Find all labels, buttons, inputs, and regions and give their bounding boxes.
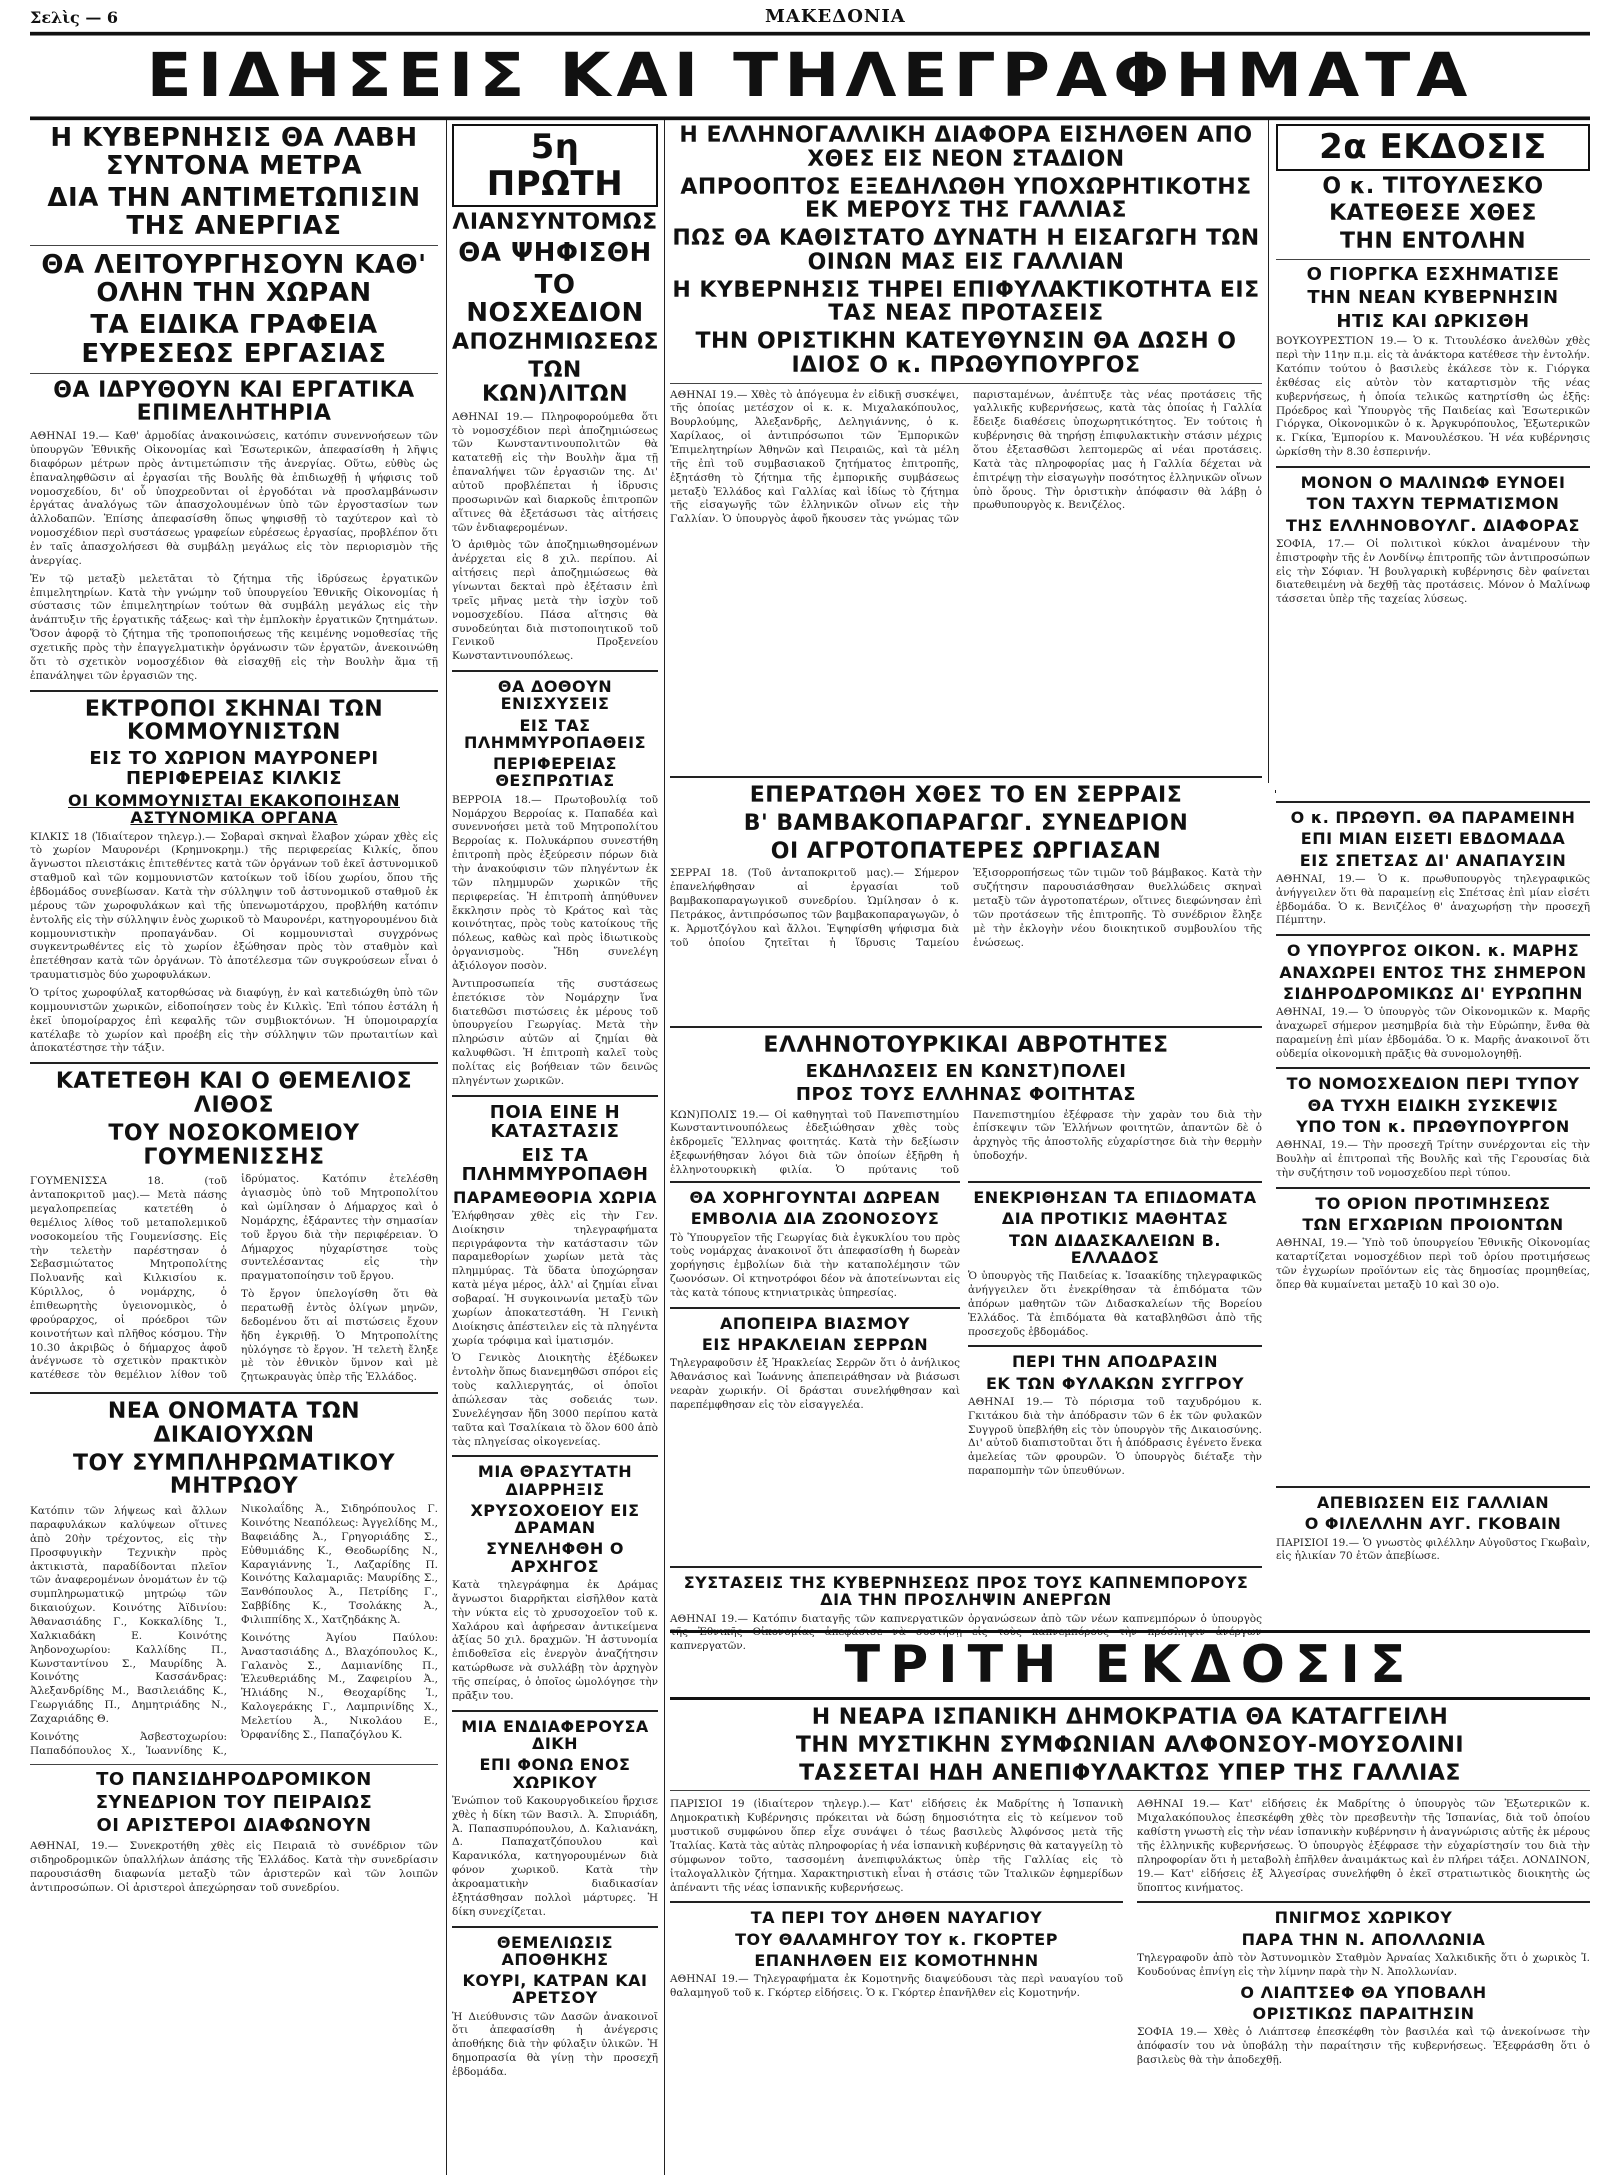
headline: ΛΙΑΝΣΥΝΤΟΜΩΣ [452,210,658,236]
headline: ΤΟΥ ΝΟΣΟΚΟΜΕΙΟΥ ΓΟΥΜΕΝΙΣΣΗΣ [108,1120,360,1170]
headline-part: ΣΥΣΤΑΣΕΙΣ ΤΗΣ ΚΥΒΕΡΝΗΣΕΩΣ [683,1573,971,1592]
article-text: ΣΟΦΙΑ 19.— Χθὲς ὁ Λιάπτσεφ ἐπεσκέφθη τὸν βασιλέα καὶ τῷ ἀνεκοίνωσε τὴν ἀπόφασίν του νὰ ὑποβάλῃ τὴν παραίτησιν τῆς κυβερνήσεως. Ἐξεφράσθη ὅτι ὁ βασιλεὺς θὰ τὴν ἀποδεχθῇ. [1137,2026,1590,2066]
divider [968,1181,1262,1183]
divider [452,670,658,672]
headline: Ο ΓΙΟΡΓΚΑ ΕΣΧΗΜΑΤΙΣΕ [1306,263,1560,285]
column-3-istanbul [670,1020,1262,1177]
article-text: Ἡ Διεύθυνσις τῶν Δασῶν ἀνακοινοῖ ὅτι ἀπεφασίσθη ἡ ἀνέγερσις ἀποθήκης διὰ τὴν φύλαξιν ὑλικῶν. Ἡ δημοπρασία θὰ γίνῃ τὴν προσεχῆ ἑβδομάδα. [452,2010,658,2079]
headline: ΤΗΝ ΜΥΣΤΙΚΗΝ ΣΥΜΦΩΝΙΑΝ ΑΛΦΟΝΣΟΥ-ΜΟΥΣΟΛΙΝΙ [795,1732,1465,1758]
article-text: ΑΘΗΝΑΙ, 19.— Ὁ ὑπουργὸς τῶν Οἰκονομικῶν κ. Μαρῆς ἀναχωρεῖ σήμερον μεσημβρία διὰ τὴν Εὐρώπην, ἔνθα θὰ παραμείνῃ ἐπὶ μίαν ἑβδομάδα. Ὁ κ. Μαρῆς ἀνακοινοῖ ὅτι οὐδεμία οἰκονομικὴ πρᾶξις θὰ συνομολογηθῇ. [1276,1006,1590,1060]
article-text: ΣΟΦΙΑ, 17.— Οἱ πολιτικοὶ κύκλοι ἀναμένουν τὴν ἐπιστροφὴν τῆς ἐν Λονδίνῳ ἐπιτροπῆς τῶν ἀντιπροσώπων εἰς τὴν Σόφιαν. Ἡ βουλγαρικὴ κυβέρνησις δὲν φαίνεται διατεθειμένη νὰ δεχθῇ τὰς προτάσεις. Μόνον ὁ Μαλίνωφ τάσσεται ὑπὲρ τῆς ταχείας λύσεως. [1276,537,1590,606]
divider [670,1026,1262,1028]
headline: ΤΟ ΝΟΣΧΕΔΙΟΝ [466,270,644,329]
headline: Β' ΒΑΜΒΑΚΟΠΑΡΑΓΩΓ. ΣΥΝΕΔΡΙΟΝ [743,810,1189,836]
article-text: ΑΘΗΝΑΙ, 19.— Τὴν προσεχῆ Τρίτην συνέρχονται εἰς τὴν Βουλὴν αἱ ἐπιτροπαὶ τῆς Βουλῆς καὶ τῆς Γερουσίας διὰ τὴν συζήτησιν τοῦ νομοσχεδίου περὶ τύπου. [1276,1139,1590,1179]
headline: ΤΩΝ ΚΩΝ)ΛΙΤΩΝ [481,358,629,407]
headline: ΕΚΔΗΛΩΣΕΙΣ ΕΝ ΚΩΝΣΤ)ΠΟΛΕΙ [805,1060,1127,1082]
third-edition-title: ΤΡΙΤΗ ΕΚΔΟΣΙΣ [844,1635,1416,1695]
article-text: Ἐν τῷ μεταξὺ μελετᾶται τὸ ζήτημα τῆς ἱδρύσεως ἐργατικῶν ἐπιμελητηρίων. Κατὰ τὴν γνώμην τοῦ ὑπουργείου Ἐθνικῆς Οἰκονομίας ἡ σύστασις τῶν ἐπιμελητηρίων τούτων θὰ συμβάλῃ μεγάλως εἰς τὴν ἀνάπτυξιν τῆς ἐργατικῆς τάξεως· καὶ τὴν ἐμπλοκὴν ἐργατικῶν ζητημάτων. Ὅσον ἀφορᾷ τὸ ζήτημα τῆς τροποποιήσεως τῆς κειμένης νομοθεσίας τῆς σχετικῆς πρὸς τὴν ἐπαγγελματικὴν ὀργάνωσιν τῶν ἐργατῶν, ἀνεκοινώθη ὅτι τὸ σχετικὸν νομοσχέδιον θὰ εἰσαχθῇ εἰς τὴν Βουλὴν ἅμα τῇ ἐπανάληψει τῶν ἐργασιῶν της. [30,572,438,682]
headline: ΤΟ ΠΑΝΣΙΔΗΡΟΔΡΟΜΙΚΟΝ [96,1768,372,1790]
headline: Η ΕΛΛΗΝΟΓΑΛΛΙΚΗ ΔΙΑΦΟΡΑ ΕΙΣΗΛΘΕΝ ΑΠΟ ΧΘΕΣ ΕΙΣ ΝΕΟΝ ΣΤΑΔΙΟΝ [679,123,1253,172]
article-text: Ὁ ἀριθμὸς τῶν ἀποζημιωθησομένων ἀνέρχεται εἰς 8 χιλ. περίπου. Αἱ αἰτήσεις περὶ ἀποζημιώσεως θὰ γίνωνται δεκταὶ πρὸ ἐξέτασιν ἐπὶ τρεῖς μῆνας μετὰ τὴν ἰσχὺν τοῦ νομοσχεδίου. Πάσα αἴτησις θὰ συνοδεύηται διὰ πιστοποιητικοῦ τοῦ Γενικοῦ Προξενείου Κωνσταντινουπόλεως. [452,539,658,663]
article-text: ΒΟΥΚΟΥΡΕΣΤΙΟΝ 19.— Ὁ κ. Τιτουλέσκο ἀνελθὼν χθὲς περὶ τὴν 11ην π.μ. εἰς τὰ ἀνάκτορα κατέθεσε τὴν ἐντολήν. Κατόπιν τούτου ὁ βασιλεὺς ἐκάλεσε τὸν κ. Γιόργκα ἐκθέσας εἰς αὐτὸν τὸν καταρτισμὸν τῆς νέας κυβερνήσεως, ἡ ὁποία τελικῶς κατηρτίσθη ὡς ἑξῆς: Πρόεδρος καὶ Ὑπουργὸς τῆς Παιδείας καὶ Ἐσωτερικῶν Γιόργκα, Οἰκονομικῶν ὁ κ. Ἀργκυρόπουλος, Ἐξωτερικῶν κ. Γκίκα, Ἐμπορίου κ. Μανουλέσκου. Ἡ νέα κυβέρνησις ὡρκίσθη τὴν 8.30 ἑσπερινήν. [1276,335,1590,459]
column-divider [446,120,447,2175]
article-text: Ἐνώπιον τοῦ Κακουργοδικείου ἤρχισε χθὲς ἡ δίκη τῶν Βασιλ. Ἀ. Σπυριάδη, Ἀ. Παπασπυρόπουλου, Δ. Καλιανάκη, Δ. Παπαχατζόπουλου καὶ Καρανικόλα, κατηγορουμένων διὰ φόνον χωρικοῦ. Κατὰ τὴν ἀκροαματικὴν διαδικασίαν ἐξητάσθησαν πολλοὶ μάρτυρες. Ἡ δίκη συνεχίζεται. [452,1794,658,1918]
headline: ΤΟ ΝΟΜΟΣΧΕΔΙΟΝ ΠΕΡΙ ΤΥΠΟΥ [1286,1074,1580,1094]
headline: Ο κ. ΠΡΩΘΥΠ. ΘΑ ΠΑΡΑΜΕΙΝΗ [1290,808,1576,827]
article-text: ΑΘΗΝΑΙ 19.— Τηλεγραφήματα ἐκ Κομοτηνῆς διαψεύδουσι τὰς περὶ ναυαγίου τοῦ θαλαμηγοῦ τοῦ κ. Γκόρτερ εἰδήσεις. Ὁ κ. Γκόρτερ ἐπανῆλθεν εἰς Κομοτηνήν. [670,1973,1123,2000]
third-edition [670,1630,1590,2175]
headline: ΤΑΣΣΕΤΑΙ ΗΔΗ ΑΝΕΠΙΦΥΛΑΚΤΩΣ ΥΠΕΡ ΤΗΣ ΓΑΛΛΙΑΣ [799,1760,1461,1786]
page-number: Σελὶς — 6 [30,8,119,27]
article-text: ΑΘΗΝΑΙ, 19.— Ὁ κ. πρωθυπουργὸς τηλεγραφικῶς ἀνήγγειλεν ὅτι θὰ παραμείνῃ εἰς Σπέτσας ἐπὶ μίαν εἰσέτι ἑβδομάδα. Ὁ κ. Βενιζέλος θ' ἀναχωρήσῃ τὴν προσεχῆ Πέμπτην. [1276,872,1590,927]
column-3b [968,1175,1262,1555]
headline: ΔΙΑ ΠΡΟΤΙΚΙΣ ΜΑΘΗΤΑΣ [1001,1209,1229,1229]
divider [670,1790,1590,1791]
headline: ΤΟΥ ΣΥΜΠΛΗΡΩΜΑΤΙΚΟΥ ΜΗΤΡΩΟΥ [72,1450,396,1500]
article-text: Κατόπιν τῶν λήψεως καὶ ἄλλων παραφυλάκων καλύψεων οἵτινες ἀπὸ 20ὴν τρέχοντος, εἰς τὴν Προσφυγικὴν Τεχνικὴν πρὸς ἀκτικιστὰ, παραδίδονται πλεῖον τῶν ἀναφερομένων ὀνομάτων ἐν τῷ συμπληρωματικῷ μητρώῳ τῶν δικαιούχων. Κοινότης Ἀϊδινίου: Ἀθανασιάδης Γ., Κοκκαλίδης Ἰ., Χαλκιαδάκη Ε. Κοινότης Ἀηδονοχωρίου: Καλλίδης Π., Κωνσταντίνου Σ., Μαυρίδης Ἀ. Κοινότης Κασσάνδρας: Ἀλεξανδρίδης Μ., Βασιλειάδης Κ., Γεωργιάδης Π., Δημητριάδης Ν., Ζαχαριάδης Θ. [30,1505,227,1726]
article-text: Ὁ Γενικὸς Διοικητὴς ἐξέδωκεν ἐντολὴν ὅπως διανεμηθῶσι σπόροι εἰς τοὺς καλλιεργητάς, οἱ ὁποῖοι ἀπώλεσαν τὰς σοδειάς των. Συνελέγησαν ἤδη 3000 περίπου κατὰ ταῦτα καὶ Τσαλίκαια τὸ ὅλον 600 ἀπὸ τὰς πληγείσας οἰκογενείας. [452,1352,658,1448]
column-1 [30,120,438,2175]
article-text: ΑΘΗΝΑΙ 19.— Τὸ πόρισμα τοῦ ταχυδρόμου κ. Γκιτάκου διὰ τὴν ἀπόδρασιν τῶν 6 ἐκ τῶν φυλακῶν Συγγροῦ ὑπεβλήθη εἰς τὸν ὑπουργὸν τῆς Δικαιοσύνης. Δι' αὐτοῦ διαπιστοῦται ὅτι ἡ ἀπόδρασις ἐγένετο ἕνεκα ἀμελείας τῶν φρουρῶν. Ὁ ὑπουργὸς διέταξε τὴν παραπομπὴν τῶν ὑπευθύνων. [968,1395,1262,1478]
article-text: ΑΘΗΝΑΙ 19.— Κατ' εἰδήσεις ἐκ Μαδρίτης ὁ ὑπουργὸς τῶν Ἐξωτερικῶν κ. Μιχαλακόπουλος ἐπεσκέφθη χθὲς τὸν πρεσβευτὴν τῆς Ἱσπανίας, διὰ τοῦ ὁποίου καθίστη γνωστὴ εἰς τὴν νέαν ἱσπανικὴν κυβέρνησιν ἡ ἀναγνώρισις αὐτῆς ἐκ μέρους τῆς ἑλληνικῆς κυβερνήσεως. Ὁ ὑπουργὸς ἐξέφρασε τὴν εὐχαρίστησίν του διὰ τὴν πληροφορίαν ὅτι ἡ μεταβολὴ ἐπῆλθεν ἀναιμάκτως καὶ ἐν πλήρει τάξει. ΛΟΝΔΙΝΟΝ, 19.— Κατ' εἰδήσεις ἐξ Ἀλγεσίρας συνελήφθη ὁ ἐκεῖ στρατιωτικὸς διοικητὴς ὡς ὕποπτος κινήματος. [1137,1798,1590,1894]
headline: ΤΟΝ ΤΑΧΥΝ ΤΕΡΜΑΤΙΣΜΟΝ [1306,494,1560,514]
headline: ΑΝΑΧΩΡΕΙ ΕΝΤΟΣ ΤΗΣ ΣΗΜΕΡΟΝ [1279,962,1587,982]
divider [30,373,438,374]
headline: ΜΙΑ ΕΝΔΙΑΦΕΡΟΥΣΑ ΔΙΚΗ [461,1716,649,1753]
edition-label: 5η ΠΡΩΤΗ [452,124,658,207]
headline: ΕΠΕΡΑΤΩΘΗ ΧΘΕΣ ΤΟ ΕΝ ΣΕΡΡΑΙΣ [749,783,1183,808]
top-line [30,6,1570,32]
headline: ΕΚΤΡΟΠΟΙ ΣΚΗΝΑΙ ΤΩΝ ΚΟΜΜΟΥΝΙΣΤΩΝ [84,696,384,746]
headline: ΟΙ ΑΓΡΟΤΟΠΑΤΕΡΕΣ ΩΡΓΙΑΣΑΝ [770,838,1162,864]
article-text: ΠΑΡΙΣΙΟΙ 19.— Ὁ γνωστὸς φιλέλλην Αὐγοῦστος Γκωβαὶν, εἰς ἡλικίαν 70 ἐτῶν ἀπεβίωσε. [1276,1536,1590,1563]
headline: ΕΝΕΚΡΙΘΗΣΑΝ ΤΑ ΕΠΙΔΟΜΑΤΑ [973,1188,1257,1207]
headline: ΠΟΙΑ ΕΙΝΕ Η ΚΑΤΑΣΤΑΣΙΣ [489,1101,621,1143]
headline: ΕΠΙ ΜΙΑΝ ΕΙΣΕΤΙ ΕΒΔΟΜΑΔΑ [1300,829,1566,849]
divider [30,245,438,246]
headline: ΕΙΣ ΤΑ ΠΛΗΜΜΥΡΟΠΑΘΗ [461,1144,649,1186]
headline: ΕΙΣ ΤΑΣ ΠΛΗΜΜΥΡΟΠΑΘΕΙΣ [463,715,647,752]
divider [452,1455,658,1457]
article-text: Ἀντιπροσωπεία τῆς συστάσεως ἐπετόκισε τὸν Νομάρχην ἵνα διατεθῶσι πιστώσεις ἐκ μέρους τοῦ ὑπουργείου Γεωργίας. Μετὰ τὴν πληρώσιν αὐτῶν αἱ ζημίαι θὰ καλυφθῶσι. Ἡ ἐπιτροπὴ καλεῖ τοὺς πολίτας εἰς βοήθειαν τῶν δεινῶς πληγέντων χωρικῶν. [452,977,658,1087]
article-text: Τὸ ἔργον ὑπελογίσθη ὅτι θὰ περατωθῇ ἐντὸς ὀλίγων μηνῶν, δεδομένου ὅτι αἱ πιστώσεις ἔχουν ἤδη ἐγκριθῇ. Ὁ Μητροπολίτης ηὐλόγησε τὸ ἔργον. Ἡ τελετὴ ἔληξε μὲ τὸν ἐθνικὸν ὕμνον καὶ μὲ ζητωκραυγὰς ὑπὲρ τῆς Ἑλλάδος. [241,1288,438,1384]
column-3-kapnos [670,1560,1262,1653]
article-text: Τὸ Ὑπουργεῖον τῆς Γεωργίας διὰ ἐγκυκλίου του πρὸς τοὺς νομάρχας ἀνακοινοῖ ὅτι ἀπεφασίσθη ἡ δωρεὰν χορήγησις ἐμβολίων διὰ τὴν καταπολέμησιν τῶν ζωονόσων. Οἱ κτηνοτρόφοι δέον νὰ ἀποτείνωνται εἰς τὰς κατὰ τόπους κτηνιατρικὰς ὑπηρεσίας. [670,1231,960,1299]
divider [452,1710,658,1712]
headline: ΑΠΡΟΟΠΤΟΣ ΕΞΕΔΗΛΩΘΗ ΥΠΟΧΩΡΗΤΙΚΟΤΗΣ ΕΚ ΜΕΡΟΥΣ ΤΗΣ ΓΑΛΛΙΑΣ [680,174,1252,224]
column-4-extra [1276,1480,1590,1590]
headline: Ο ΛΙΑΠΤΣΕΦ ΘΑ ΥΠΟΒΑΛΗ [1240,1982,1487,2002]
headline-part: ΠΡΟΣ ΤΟΥΣ ΚΑΠΝΕΜΠΟΡΟΥΣ [976,1573,1249,1592]
divider [1276,259,1590,260]
headline: ΤΑ ΕΙΔΙΚΑ ΓΡΑΦΕΙΑ ΕΥΡΕΣΕΩΣ ΕΡΓΑΣΙΑΣ [81,310,387,369]
divider [30,1392,438,1394]
headline: ΑΠΟΖΗΜΙΩΣΕΩΣ [452,330,660,356]
article-text: ΑΘΗΝΑΙ, 19.— Συνεκροτήθη χθὲς εἰς Πειραιᾶ τὸ συνέδριον τῶν σιδηροδρομικῶν ὑπαλλήλων ἀπάσης τῆς Ἑλλάδος. Κατὰ τὴν συνεδρίασιν παρουσιάσθη διαφωνία μεταξὺ τῶν ἀριστερῶν καὶ τῶν λοιπῶν ἀντιπροσώπων. Οἱ ἀριστεροὶ ἀπεχώρησαν τοῦ συνεδρίου. [30,1839,438,1894]
article-text: ΑΘΗΝΑΙ 19.— Καθ' ἁρμοδίας ἀνακοινώσεις, κατόπιν συνεννοήσεων τῶν ὑπουργῶν Ἐθνικῆς Οἰκονομίας καὶ Ἐσωτερικῶν, ἀπεφασίσθη ἡ λῆψις διαφόρων μέτρων πρὸς ἀντιμετώπισιν τῆς ἀνεργίας. Οὕτω, εὐθὺς ὡς ἐπαναληφθῶσιν αἱ ἐργασίαι τῆς Βουλῆς θὰ ἐπιδιωχθῇ ἡ ψήφισις τοῦ νομοσχεδίου, δι' οὗ ὑποχρεοῦνται οἱ ἐργοδόται νὰ προσλαμβάνωσιν ἐργάτας ἀναλόγως τῶν ἀπασχολουμένων ὑπὸ τῶν ἐργοστασίων των ἀλλοδαπῶν. Ἐπίσης ἀπεφασίσθη ὅπως ψηφισθῇ τὸ ταχύτερον καὶ τὸ νομοσχέδιον περὶ συστάσεως γραφείων εὑρέσεως ἐργασίας, προβλέπον ὅτι ἐν ταῖς ἀπασχολήσεσι θὰ συμβάλῃ μεγάλως εἰς τὸν περιορισμὸν τῆς ἀνεργίας. [30,430,438,567]
headline: ΕΙΣ ΣΠΕΤΣΑΣ ΔΙ' ΑΝΑΠΑΥΣΙΝ [1299,850,1567,870]
headline: ΚΑΤΕΤΕΘΗ ΚΑΙ Ο ΘΕΜΕΛΙΟΣ ΛΙΘΟΣ [55,1069,413,1118]
headline: ΚΑΤΕΘΕΣΕ ΧΘΕΣ [1329,201,1537,227]
section-masthead: ΕΙΔΗΣΕΙΣ ΚΑΙ ΤΗΛΕΓΡΑΦΗΜΑΤΑ [30,32,1590,120]
article-text: ΣΕΡΡΑΙ 18. (Τοῦ ἀνταποκριτοῦ μας).— Σήμερον ἐπανελήφθησαν αἱ ἐργασίαι τοῦ βαμβακοπαραγωγικοῦ συνεδρίου. Ὡμίλησαν ὁ κ. Πετράκος, ἀντιπρόσωπος τῶν βαμβακοπαραγωγῶν, ὁ κ. Ἀρμοτζόγλου καὶ ἄλλοι. Ἐψηφίσθη ψήφισμα διὰ τοῦ ὁποίου ζητεῖται ἡ ἵδρυσις Ταμείου Ἐξισορροπήσεως τῶν τιμῶν τοῦ βάμβακος. Κατὰ τὴν συζήτησιν παρουσιάσθησαν θυελλώδεις σκηναὶ μεταξὺ τῶν ἀγροτοπατέρων, οἵτινες διεφώνησαν ἐπὶ τῶν προτάσεων τῆς ἐπιτροπῆς. Τὸ συνέδριον ἔληξε μὲ τὴν ἐκλογὴν νέου διοικητικοῦ συμβουλίου τῆς ἑνώσεως. [670,867,1262,949]
divider [968,1345,1262,1347]
headline: ΕΠΙ ΦΟΝΩ ΕΝΟΣ ΧΩΡΙΚΟΥ [479,1755,631,1792]
divider [452,1095,658,1097]
divider [1276,1486,1590,1488]
headline: ΘΑ ΔΟΘΟΥΝ ΕΝΙΣΧΥΣΕΙΣ [497,677,613,714]
article-text: ΑΘΗΝΑΙ 19.— Χθὲς τὸ ἀπόγευμα ἐν εἰδικῇ συσκέψει, τῆς ὁποίας μετέσχον οἱ κ. κ. Μιχαλακόπουλος, Βουρλούμης, Ἀλεξανδρῆς, Δεληγιάννης, ὁ κ. Χαρίλαος, οἱ ἀντιπρόσωποι τῶν Ἐμπορικῶν Ἐπιμελητηρίων Ἀθηνῶν καὶ Πειραιῶς, καὶ τὰ μέλη τῆς ἐπὶ τοῦ συμβασιακοῦ ζητήματος ἐπιτροπῆς, ἐξητάσθη τὸ ζήτημα τῆς ἐμπορικῆς συμβάσεως μεταξὺ Ἑλλάδος καὶ Γαλλίας καὶ ἰδίως τὸ ζήτημα τῆς εἰσαγωγῆς τῶν ἑλληνικῶν οἴνων εἰς τὴν Γαλλίαν. Ὁ ὑπουργὸς ἀφοῦ ἤκουσεν τὰς γνώμας τῶν παρισταμένων, ἀνέπτυξε τὰς νέας προτάσεις τῆς γαλλικῆς κυβερνήσεως, κατὰ τὰς ὁποίας ἡ Γαλλία ἔδειξε διαθέσεις ὑποχωρητικότητος. Ἐν τούτοις ἡ κυβέρνησις θὰ τηρήσῃ ἐπιφυλακτικὴν στάσιν μέχρις ὅτου ἐξετασθῶσι λεπτομερῶς αἱ νέαι προτάσεις. Κατὰ τὰς πληροφορίας μας ἡ Γαλλία δέχεται νὰ ἐπιτρέψῃ τὴν εἰσαγωγὴν ποσότητος ἑλληνικῶν οἴνων ὑπὸ ὅρους. Τὴν ὁριστικὴν ἀπόφασιν θὰ λάβῃ ὁ πρωθυπουργὸς κ. Βενιζέλος. [670,388,1262,526]
article-text: ΚΙΛΚΙΣ 18 (Ἰδιαίτερον τηλεγρ.).— Σοβαραὶ σκηναὶ ἔλαβον χώραν χθὲς εἰς τὸ χωρίον Μαυρονέρι (Κρημνοκρημ.) τῆς περιφερείας Κιλκίς, ὅπου ἄγνωστοι πλειστάκις ἐπιτεθέντες κατὰ τῶν ὀργάνων τοῦ ἐκεῖ ἀστυνομικοῦ σταθμοῦ καὶ τῶν κομμουνιστῶν κατοίκων τοῦ ἰδίου χωρίου, ὅπου τῆς ἐβδομάδος συνεβίωσαν. Κατὰ τὴν σύλληψιν τοῦ ἀστυνομικοῦ σταθμοῦ ἐκ μέρους τῶν χωροφυλάκων καὶ τῆς ὑπενωμοτάρχου, προβλήθη κατόπιν ἐντολῆς εἰς τὴν σύλληψιν ἐνὸς χωρικοῦ τὸ Μαυρονέρι, κατηγορουμένου διὰ κομμουνιστικὴν προπαγάνδαν. Οἱ κομμουνισταὶ συγχρόνως συγκεντρωθέντες εἰς τὸ χωρίον ἐξώθησαν πρὸς τὸν σταθμὸν καὶ ἐπετέθησαν κατὰ τῶν ὀργάνων. Τὸ ἀποτέλεσμα τῶν συγκρούσεων εἶναι ὁ τραυματισμὸς δύο χωροφυλάκων. [30,830,438,982]
headline: ΤΟΥ ΘΑΛΑΜΗΓΟΥ ΤΟΥ κ. ΓΚΟΡΤΕΡ [735,1929,1058,1949]
divider [670,1901,1123,1903]
article-text: ΚΩΝ)ΠΟΛΙΣ 19.— Οἱ καθηγηταὶ τοῦ Πανεπιστημίου Κωνσταντινουπόλεως ἐδεξιώθησαν χθὲς τοὺς ἐκδρομεῖς Ἕλληνας φοιτητάς. Κατὰ τὴν δεξίωσιν ἐξεφωνήθησαν λόγοι διὰ τῶν ὁποίων ἐξῆρθη ἡ ἑλληνοτουρκικὴ φιλία. Ὁ πρύτανις τοῦ Πανεπιστημίου ἐξέφρασε τὴν χαρὰν του διὰ τὴν ἐπίσκεψιν τῶν Ἑλλήνων φοιτητῶν, ἀπαντῶν δὲ ὁ ἀρχηγὸς τῆς ἀποστολῆς εὐχαρίστησε διὰ τὴν θερμὴν ὑποδοχήν. [670,1108,1262,1177]
article-text: Τηλεγραφοῦσιν ἐξ Ἡρακλείας Σερρῶν ὅτι ὁ ἀνήλικος Ἀθανάσιος καὶ Ἰωάννης ἀπεπειράθησαν νὰ βιάσωσι νεαρὰν χωρικήν. Οἱ δράσται συνελήφθησαν καὶ παρεπέμφθησαν εἰς τὸν εἰσαγγελέα. [670,1357,960,1411]
headline: ΠΝΙΓΜΟΣ ΧΩΡΙΚΟΥ [1274,1908,1453,1928]
headline: ΕΙΣ ΗΡΑΚΛΕΙΑΝ ΣΕΡΡΩΝ [701,1335,929,1355]
headline: Ο κ. ΤΙΤΟΥΛΕΣΚΟ [1322,173,1544,199]
headline: ΠΑΡΑ ΤΗΝ Ν. ΑΠΟΛΛΩΝΙΑ [1241,1929,1486,1949]
headline: ΤΗΝ ΟΡΙΣΤΙΚΗΝ ΚΑΤΕΥΘΥΝΣΙΝ ΘΑ ΔΩΣΗ Ο ΙΔΙΟΣ Ο κ. ΠΡΩΘΥΠΟΥΡΓΟΣ [695,329,1237,378]
article-text: ΑΘΗΝΑΙ 19.— Πληροφορούμεθα ὅτι τὸ νομοσχέδιον περὶ ἀποζημιώσεως τῶν Κωνσταντινουπολιτῶν θὰ κατατεθῇ εἰς τὴν Βουλὴν ἅμα τῇ ἐπαναλήψει τῶν ἐργασιῶν της. Δι' αὐτοῦ προβλέπεται ἡ ἱδρυσις προσωρινῶν καὶ διαρκοῦς ἐπιτροπῶν αἵτινες θὰ ἐξετάσωσι τὰς αἰτήσεις τῶν ἐνδιαφερομένων. [452,410,658,534]
headline: ΣΥΝΕΔΡΙΟΝ ΤΟΥ ΠΕΙΡΑΙΩΣ [95,1792,373,1814]
headline: ΣΙΔΗΡΟΔΡΟΜΙΚΩΣ ΔΙ' ΕΥΡΩΠΗΝ [1283,983,1583,1003]
headline: ΤΩΝ ΔΙΔΑΣΚΑΛΕΙΩΝ Β. ΕΛΛΑΔΟΣ [1009,1230,1221,1267]
headline: ΟΡΙΣΤΙΚΩΣ ΠΑΡΑΙΤΗΣΙΝ [1252,2003,1475,2023]
divider [1276,934,1590,936]
article-text: ΓΟΥΜΕΝΙΣΣΑ 18. (τοῦ ἀνταποκριτοῦ μας).— Μετὰ πάσης μεγαλοπρεπείας κατετέθη ὁ θεμέλιος λίθος τοῦ μεταπολεμικοῦ νοσοκομείου τῆς Γουμενίσσης. Εἰς τὴν τελετὴν παρέστησαν ὁ Σεβασμιώτατος Μητροπολίτης Πολυανῆς καὶ Κιλκισίου κ. Κύριλλος, ὁ νομάρχης, ὁ ἐπιθεωρητὴς ὑγειονομικὸς, ὁ φρούραρχος, οἱ πρόεδροι τῶν κοινοτήτων καὶ πλῆθος κόσμου. Τὴν 10.30 ἀκριβῶς ὁ δήμαρχος ἀφοῦ ἀνέγνωσε τὸ σχετικὸν πρακτικὸν κατέθεσε τὸν θεμέλιον λίθον τοῦ ἱδρύματος. Κατόπιν ἐτελέσθη ἁγιασμὸς ὑπὸ τοῦ Μητροπολίτου καὶ ὡμίλησαν ὁ Δήμαρχος καὶ ὁ Νομάρχης, ἐξάραντες τὴν σημασίαν τοῦ ἔργου διὰ τὴν περιφέρειαν. Ὁ Δήμαρχος ηὐχαρίστησε τοὺς συντελέσαντας εἰς τὴν πραγματοποίησιν τοῦ ἔργου. [30,1173,438,1382]
article-text: ΑΘΗΝΑΙ, 19.— Ὑπὸ τοῦ ὑπουργείου Ἐθνικῆς Οἰκονομίας καταρτίζεται νομοσχέδιον περὶ τοῦ ὁρίου προτιμήσεως τῶν ἐγχωρίων προϊόντων εἰς τὰς δημοσίας προμηθείας, ὅπερ θὰ κυμαίνεται μεταξὺ 10 καὶ 30 ο)ο. [1276,1237,1590,1291]
headline: ΘΑ ΨΗΦΙΣΘΗ [458,238,652,269]
article-text: Κοινότης Ἀσβεστοχωρίου: Παπαδόπουλος Χ., Ἰωαννίδης Κ., Νικολαΐδης Ἀ., Σιδηρόπουλος Γ. Κοινότης Νεαπόλεως: Ἀγγελίδης Μ., Βαφειάδης Ἀ., Γρηγοριάδης Σ., Εὐθυμιάδης Κ., Θεοδωρίδης Ν., Καραγιάννης Ἰ., Λαζαρίδης Π. Κοινότης Καλαμαριᾶς: Μαυρίδης Σ., Ξανθόπουλος Ἀ., Πετρίδης Γ., Σαββίδης Κ., Τσολάκης Ἀ., Φιλιππίδης Χ., Χατζηδάκης Ἀ. [30,1503,438,1757]
divider [452,1926,658,1928]
headline: ΤΩΝ ΕΓΧΩΡΙΩΝ ΠΡΟΙΟΝΤΩΝ [1302,1215,1564,1235]
headline: ΘΕΜΕΛΙΩΣΙΣ ΑΠΟΘΗΚΗΣ [496,1932,614,1969]
headline: ΚΟΥΡΙ, ΚΑΤΡΑΝ ΚΑΙ ΑΡΕΤΣΟΥ [462,1971,648,2008]
headline: ΤΗΣ ΕΛΛΗΝΟΒΟΥΛΓ. ΔΙΑΦΟΡΑΣ [1286,515,1580,535]
column-3-top [670,120,1262,760]
headline: ΠΑΡΑΜΕΘΟΡΙΑ ΧΩΡΙΑ [452,1187,658,1207]
article-text: Κοινότης Ἀγίου Παύλου: Ἀναστασιάδης Δ., Βλαχόπουλος Κ., Γαλανὸς Σ., Δαμιανίδης Π., Ἐλευθεριάδης Μ., Ζαφειρίου Ἀ., Ἠλιάδης Ν., Θεοχαρίδης Ἰ., Καλογεράκης Γ., Λαμπρινίδης Χ., Μελετίου Ἀ., Νικολάου Ε., Ὀρφανίδης Σ., Παπαζόγλου Κ. [241,1631,438,1741]
headline: ΧΡΥΣΟΧΟΕΙΟΥ ΕΙΣ ΔΡΑΜΑΝ [470,1500,640,1538]
headline: ΘΑ ΧΟΡΗΓΟΥΝΤΑΙ ΔΩΡΕΑΝ [689,1188,941,1207]
headline: ΟΙ ΑΡΙΣΤΕΡΟΙ ΔΙΑΦΩΝΟΥΝ [96,1815,372,1837]
headline: Η ΝΕΑΡΑ ΙΣΠΑΝΙΚΗ ΔΗΜΟΚΡΑΤΙΑ ΘΑ ΚΑΤΑΓΓΕΙΛΗ [811,1705,1449,1731]
divider [670,1181,960,1183]
divider [1137,1901,1590,1903]
headline: ΠΡΟΣ ΤΟΥΣ ΕΛΛΗΝΑΣ ΦΟΙΤΗΤΑΣ [795,1084,1137,1106]
headline: ΤΗΝ ΕΝΤΟΛΗΝ [1340,229,1526,255]
divider [1276,1067,1590,1069]
divider [1276,1187,1590,1189]
divider [30,1062,438,1064]
headline: ΝΕΑ ΟΝΟΜΑΤΑ ΤΩΝ ΔΙΚΑΙΟΥΧΩΝ [107,1399,361,1448]
headline: ΑΠΕΒΙΩΣΕΝ ΕΙΣ ΓΑΛΛΙΑΝ [1316,1493,1550,1512]
headline: ΕΚ ΤΩΝ ΦΥΛΑΚΩΝ ΣΥΓΓΡΟΥ [985,1373,1245,1393]
article-text: ΒΕΡΡΟΙΑ 18.— Πρωτοβουλίᾳ τοῦ Νομάρχου Βερροίας κ. Παπαδέα καὶ συνεννοήσει μετὰ τοῦ Μητροπολίτου Βερροίας κ. Πολυκάρπου συνεστήθη ἐπιτροπὴ πρὸς ἐξεύρεσιν πόρων διὰ τὴν ἀνακούφισιν τῶν πληγέντων ἐκ τῶν πλημμυρῶν χωρικῶν τῆς περιφερείας. Ἡ ἐπιτροπὴ ἀπηύθυνεν ἔκκλησιν πρὸς τὸ Κράτος καὶ τὰς κοινότητας, πρὸς τοὺς κατοίκους τῆς πόλεως, καθὼς καὶ πρὸς ἰδιωτικοὺς ὀργανισμοὺς. Ἤδη συνελέγη ἀξιόλογον ποσὸν. [452,793,658,973]
article-text: ΠΑΡΙΣΙΟΙ 19 (ἰδιαίτερον τηλεγρ.).— Κατ' εἰδήσεις ἐκ Μαδρίτης ἡ Ἱσπανικὴ Δημοκρατικὴ Κυβέρνησις πρόκειται νὰ δώσῃ δημοσιότητα εἰς τὸ κείμενον τοῦ μυστικοῦ συμφώνου ὅπερ εἶχε συνάψει ὁ τέως βασιλεὺς Ἀλφόνσος μετὰ τῆς Ἰταλίας. Κατὰ τὰς αὐτὰς πληροφορίας ἡ νέα ἱσπανικὴ κυβέρνησις θὰ καταγγείλῃ τὸ σύμφωνον τοῦτο, τασσομένη ἀνεπιφυλάκτως ὑπὲρ τῆς Γαλλίας εἰς τὸ ἰταλογαλλικὸν ζήτημα. Χαρακτηριστικὴ εἶναι ἡ στάσις τῶν Ἰταλικῶν ἐφημερίδων ἀπέναντι τῆς νέας ἱσπανικῆς κυβερνήσεως. [670,1798,1123,1894]
divider [670,1566,1262,1568]
edition-label: 2α ΕΚΔΟΣΙΣ [1276,124,1590,171]
newspaper-name: ΜΑΚΕΔΟΝΙΑ [765,6,906,27]
headline [670,1574,1262,1609]
divider [1276,801,1590,803]
article-text: Ἐλήφθησαν χθὲς εἰς τὴν Γεν. Διοίκησιν τηλεγραφήματα περιγράφοντα τὴν κατάστασιν τῶν παραμεθορίων χωρίων μετὰ τὰς πλημμύρας. Τὰ ὕδατα ὑποχώρησαν κατὰ μέγα μέρος, ἀλλ' αἱ ζημίαι εἶναι σοβαραί. Ἡ συγκοινωνία μεταξὺ τῶν χωρίων ἀποκατεστάθη. Ἡ Γενικὴ Διοίκησις ἀπέστειλεν εἰς τὰ πληγέντα χωρία τρόφιμα καὶ ἱματισμόν. [452,1209,658,1347]
headline: ΥΠΟ ΤΟΝ κ. ΠΡΩΘΥΠΟΥΡΓΟΝ [1296,1117,1570,1136]
headline: Η ΚΥΒΕΡΝΗΣΙΣ ΤΗΡΕΙ ΕΠΙΦΥΛΑΚΤΙΚΟΤΗΤΑ ΕΙΣ ΤΑΣ ΝΕΑΣ ΠΡΟΤΑΣΕΙΣ [672,277,1260,327]
headline: ΜΟΝΟΝ Ο ΜΑΛΙΝΩΦ ΕΥΝΟΕΙ [1300,473,1566,493]
headline: ΠΩΣ ΘΑ ΚΑΘΙΣΤΑΤΟ ΔΥΝΑΤΗ Η ΕΙΣΑΓΩΓΗ ΤΩΝ ΟΙΝΩΝ ΜΑΣ ΕΙΣ ΓΑΛΛΙΑΝ [672,226,1260,275]
headline: ΣΥΝΕΛΗΦΘΗ Ο ΑΡΧΗΓΟΣ [486,1539,624,1576]
article-text: Ὁ ὑπουργὸς τῆς Παιδείας κ. Ἰσαακίδης τηλεγραφικῶς ἀνήγγειλεν ὅτι ἐνεκρίθησαν τὰ ἐπιδόματα τῶν ἀπόρων μαθητῶν τῶν Διδασκαλείων τῆς Βορείου Ἑλλάδος. Τὰ ἐπιδόματα θὰ καταβληθῶσι ἀπὸ τῆς προσεχοῦς ἑβδομάδος. [968,1270,1262,1338]
divider [30,1764,438,1765]
headline: ΗΤΙΣ ΚΑΙ ΩΡΚΙΣΘΗ [1336,310,1530,332]
divider [670,1307,960,1309]
headline: ΘΑ ΛΕΙΤΟΥΡΓΗΣΟΥΝ ΚΑΘ' ΟΛΗΝ ΤΗΝ ΧΩΡΑΝ [41,250,427,309]
headline: ΔΙΑ ΤΗΝ ΑΝΤΙΜΕΤΩΠΙΣΙΝ ΤΗΣ ΑΝΕΡΓΙΑΣ [47,183,421,242]
headline: Ο ΦΙΛΕΛΛΗΝ ΑΥΓ. ΓΚΟΒΑΙΝ [1304,1514,1562,1534]
headline: ΜΙΑ ΘΡΑΣΥΤΑΤΗ ΔΙΑΡΡΗΞΙΣ [477,1462,633,1499]
headline: ΕΠΑΝΗΛΘΕΝ ΕΙΣ ΚΟΜΟΤΗΝΗΝ [754,1950,1039,1970]
divider [1276,466,1590,468]
headline: Η ΚΥΒΕΡΝΗΣΙΣ ΘΑ ΛΑΒΗ ΣΥΝΤΟΝΑ ΜΕΤΡΑ [50,123,418,182]
headline: ΘΑ ΙΔΡΥΘΟΥΝ ΚΑΙ ΕΡΓΑΤΙΚΑ ΕΠΙΜΕΛΗΤΗΡΙΑ [53,377,415,427]
article-text: Ὁ τρίτος χωροφύλαξ κατορθώσας νὰ διαφύγῃ, ἐν καὶ κατεδιώχθη ὑπὸ τῶν κομμουνιστῶν χωρικῶν, εἰδοποίησεν τοὺς ἐν Κιλκὶς. Ἐπὶ τόπου ἐστάλη ἡ ἐκεῖ ὑπομοίραρχος ἐπὶ κεφαλῆς τῶν συμβιοκτόνων. Ἡ ὑπομοιραρχία κατέλαβε τὸ χωρίον καὶ προέβη εἰς τὴν σύλληψιν τῶν πρωταιτίων καὶ ἀποκατέστησε τὴν τάξιν. [30,986,438,1055]
headline-part: ΔΙΑ ΤΗΝ ΠΡΟΣΛΗΨΙΝ ΑΝΕΡΓΩΝ [820,1590,1112,1610]
headline: Ο ΥΠΟΥΡΓΟΣ ΟΙΚΟΝ. κ. ΜΑΡΗΣ [1286,941,1580,961]
column-divider [1275,790,1276,793]
headline: ΠΕΡΙΦΕΡΕΙΑΣ ΘΕΣΠΡΩΤΙΑΣ [493,754,617,791]
headline: ΘΑ ΤΥΧΗ ΕΙΔΙΚΗ ΣΥΣΚΕΨΙΣ [1307,1095,1559,1115]
column-4-top [1276,120,1590,790]
column-3-serres [670,770,1262,1010]
headline: ΕΜΒΟΛΙΑ ΔΙΑ ΖΩΟΝΟΣΟΥΣ [690,1209,940,1229]
divider [670,776,1262,778]
column-3a [670,1175,960,1555]
headline: ΤΗΝ ΝΕΑΝ ΚΥΒΕΡΝΗΣΙΝ [1307,287,1559,309]
headline: ΕΙΣ ΤΟ ΧΩΡΙΟΝ ΜΑΥΡΟΝΕΡΙ ΠΕΡΙΦΕΡΕΙΑΣ ΚΙΛΚΙΣ [89,748,379,789]
article-text: Τηλεγραφοῦν ἀπὸ τὸν Ἀστυνομικὸν Σταθμὸν Ἀρναίας Χαλκιδικῆς ὅτι ὁ χωρικὸς Ἰ. Κουδούνας ἐπνίγη εἰς τὴν λίμνην παρὰ τὴν Ν. Ἀπολλωνίαν. [1137,1951,1590,1978]
divider [30,690,438,692]
headline: ΠΕΡΙ ΤΗΝ ΑΠΟΔΡΑΣΙΝ [1012,1352,1218,1372]
column-2 [452,120,658,2175]
column-4-bottom [1276,795,1590,1475]
article-text: Κατὰ τηλεγράφημα ἐκ Δράμας ἄγνωστοι διαρρῆκται εἰσῆλθον κατὰ τὴν νύκτα εἰς τὸ χρυσοχοεῖον τοῦ κ. Χαλάρου καὶ ἀφήρεσαν ἀντικείμενα ἀξίας 50 χιλ. δραχμῶν. Ἡ ἀστυνομία ἐπιδοθεῖσα εἰς ἐνεργὸν ἀναζήτησιν κατώρθωσε νὰ συλλάβῃ τὸν ἀρχηγὸν τῆς σπείρας, ὁ ὁποῖος ὡμολόγησε τὴν πρᾶξιν του. [452,1579,658,1702]
headline: ΟΙ ΚΟΜΜΟΥΝΙΣΤΑΙ ΕΚΑΚΟΠΟΙΗΣΑΝ ΑΣΤΥΝΟΜΙΚΑ ΟΡΓΑΝΑ [68,790,400,828]
column-divider [1268,120,1269,783]
headline: ΕΛΛΗΝΟΤΟΥΡΚΙΚΑΙ ΑΒΡΟΤΗΤΕΣ [763,1033,1169,1058]
column-divider [664,120,665,2175]
headline: ΤΑ ΠΕΡΙ ΤΟΥ ΔΗΘΕΝ ΝΑΥΑΓΙΟΥ [750,1908,1043,1928]
article-text: ΑΘΗΝΑΙ 19.— Κατόπιν διαταγῆς τῶν καπνεργατικῶν ὀργανώσεων ἀπὸ τῶν νέων καπνεμπόρων ὁ ὑπουργὸς τῆς Ἐθνικῆς Οἰκονομίας ἀπεφάσισε νὰ συστήσῃ εἰς τοὺς καπνεμπόρους τὴν πρόσληψιν ἀνέργων καπνεργατῶν. [670,1612,1262,1653]
headline: ΤΟ ΟΡΙΟΝ ΠΡΟΤΙΜΗΣΕΩΣ [1315,1193,1551,1213]
divider [670,383,1262,384]
headline: ΑΠΟΠΕΙΡΑ ΒΙΑΣΜΟΥ [720,1313,910,1333]
